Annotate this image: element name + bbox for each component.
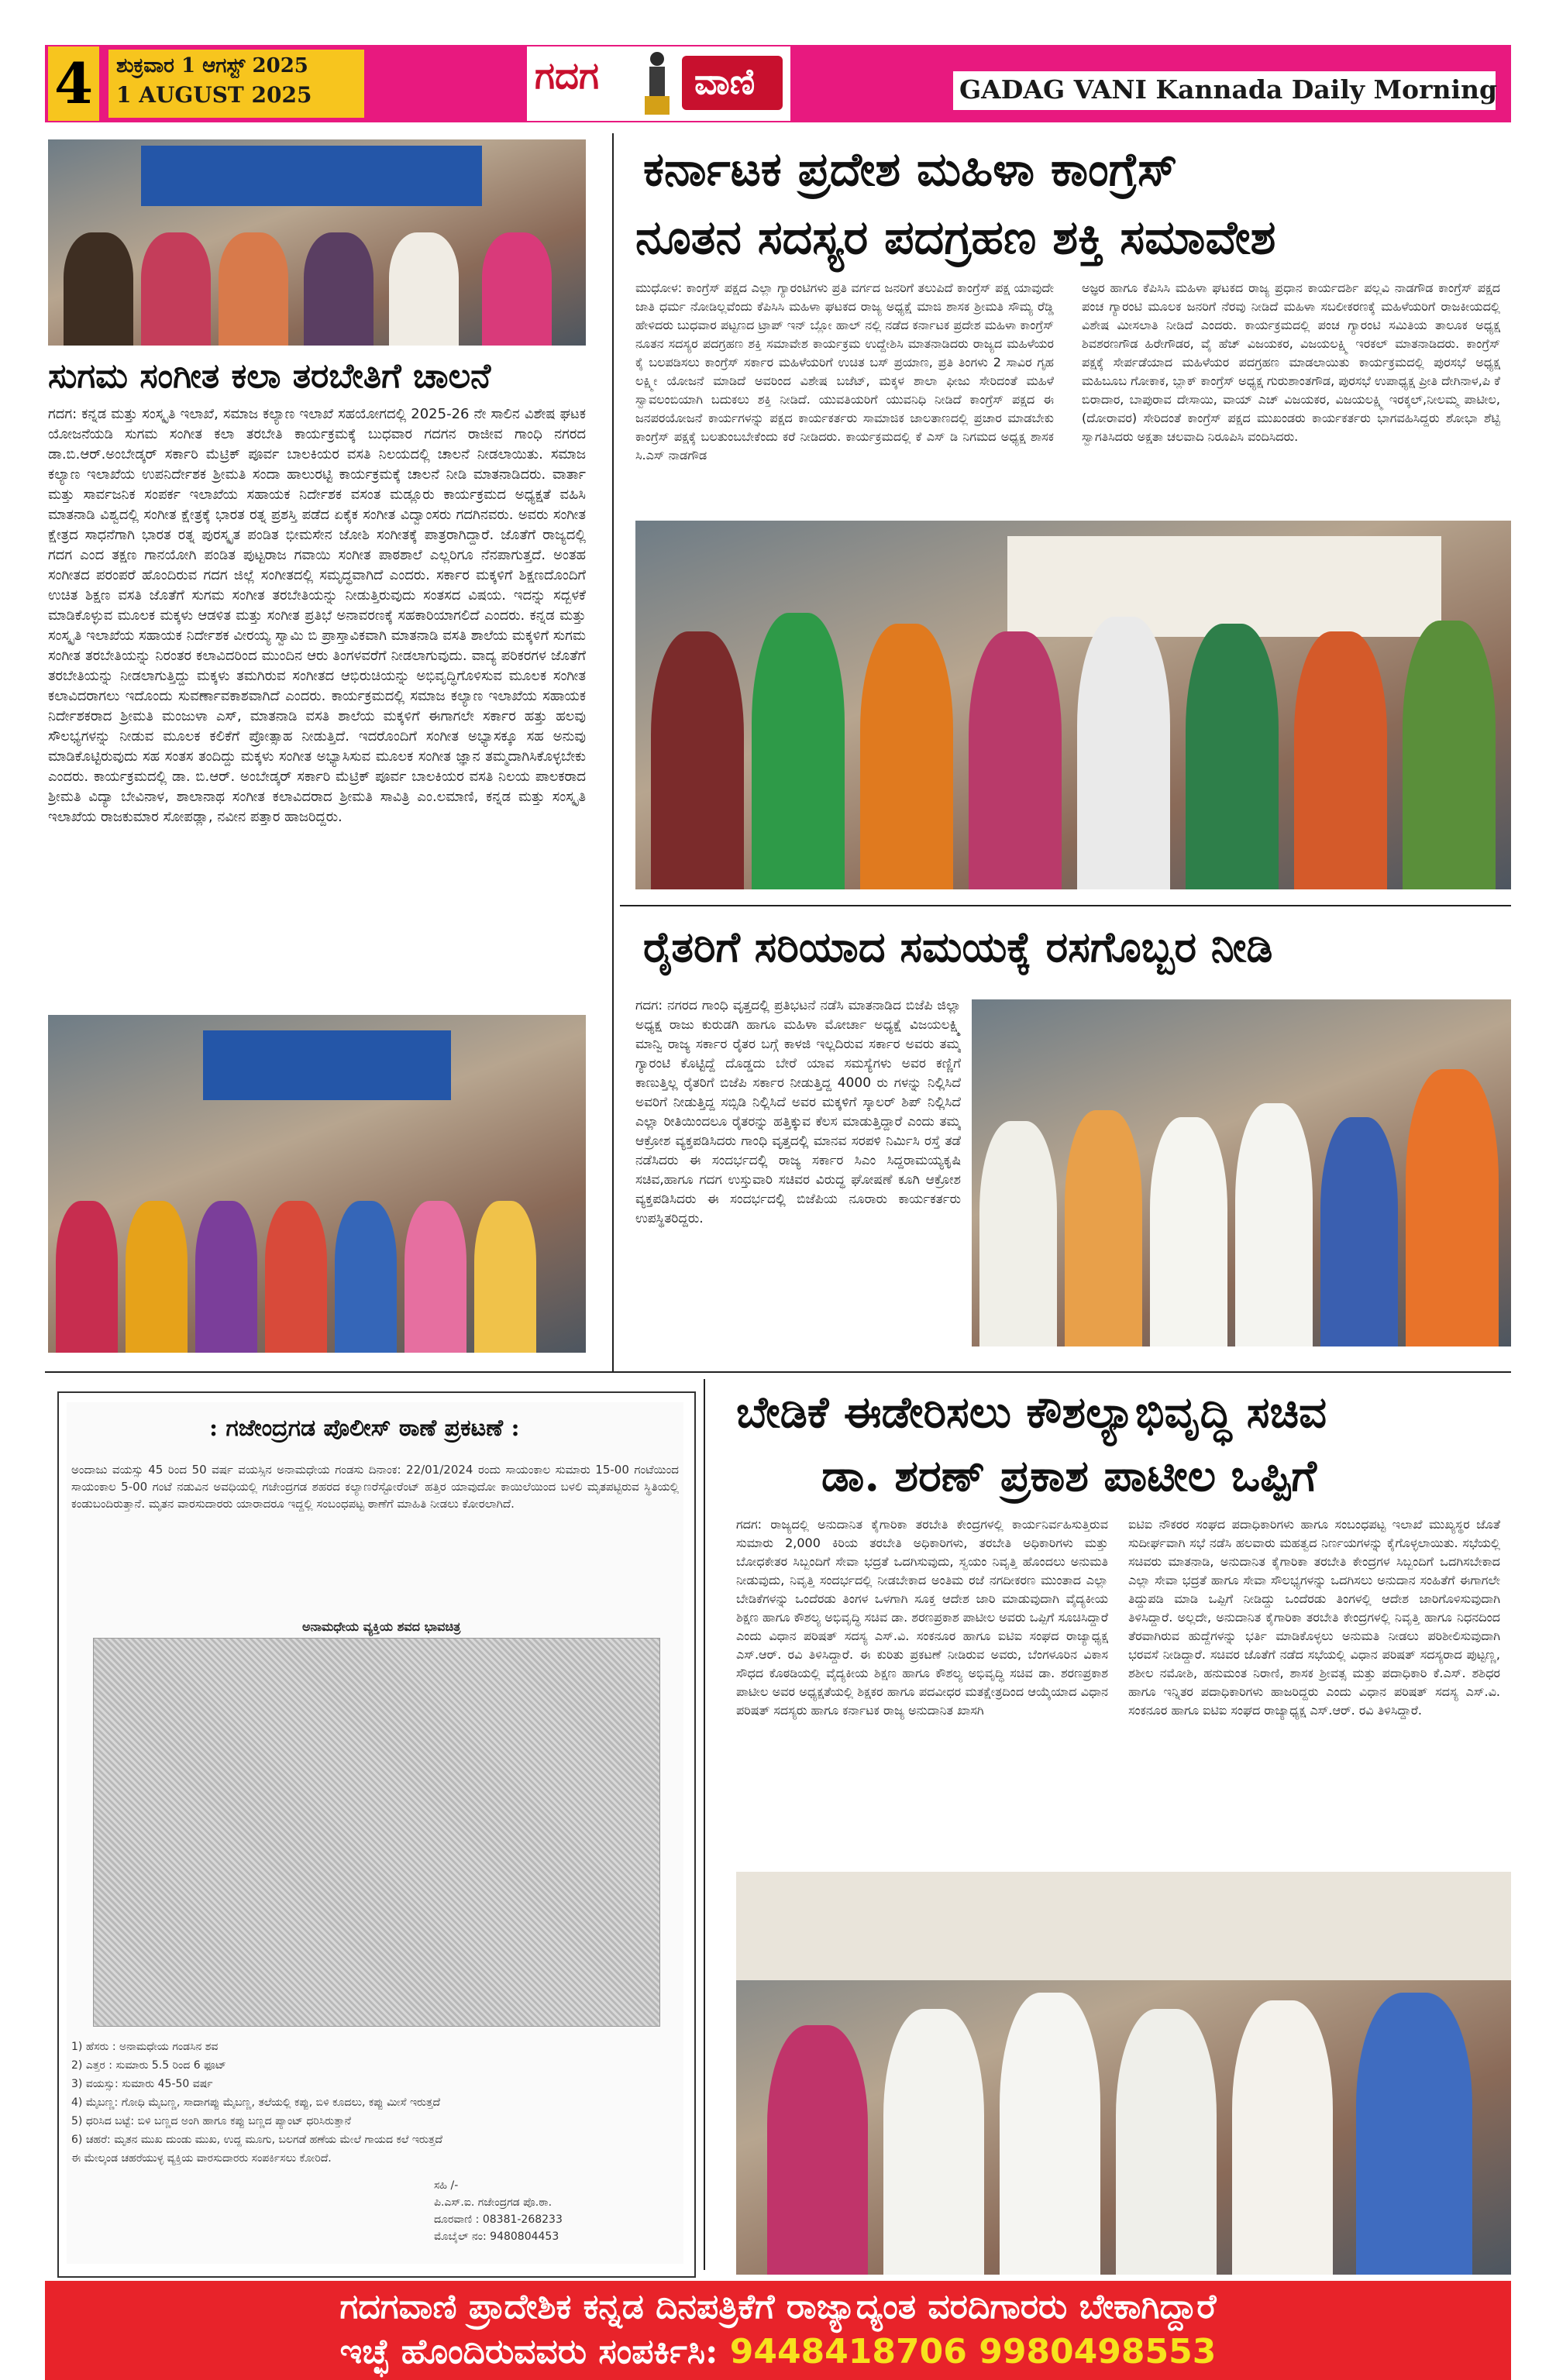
article-music-training: ಗದಗ: ಕನ್ನಡ ಮತ್ತು ಸಂಸ್ಕೃತಿ ಇಲಾಖೆ, ಸಮಾಜ ಕಲ್ಯಾಣ ಇಲಾಖೆ ಸಹಯೋಗದಲ್ಲಿ 2025-26 ನೇ ಸಾಲಿನ ವಿಶೇಷ ಘಟಕ ಯೋಜನೆಯಡಿ ಸುಗಮ ಸಂಗೀತ ಕಲಾ ತರಬೇತಿ ಕಾರ್ಯಕ್ರಮಕ್ಕೆ ಬುಧವಾರ ಗದಗನ ರಾಜೀವ ಗಾಂಧಿ ನಗರದ ಡಾ.ಬಿ.ಆರ್.ಅಂಬೇಡ್ಕರ್ ಸರ್ಕಾರಿ ಮೆಟ್ರಿಕ್ ಪೂರ್ವ ಬಾಲಕಿಯರ ವಸತಿ ನಿಲಯದಲ್ಲಿ ಚಾಲನೆ ನೀಡಲಾಯಿತು. ಸಮಾಜ ಕಲ್ಯಾಣ ಇಲಾಖೆಯ ಉಪನಿರ್ದೇಶಕ ಶ್ರೀಮತಿ ಸಂದಾ ಹಾಲುರಟ್ಟಿ ಕಾರ್ಯಕ್ರಮಕ್ಕೆ ಚಾಲನೆ ನೀಡಿ ಮಾತನಾಡಿದರು. ವಾರ್ತಾ ಮತ್ತು ಸಾರ್ವಜನಿಕ ಸಂಪರ್ಕ ಇಲಾಖೆಯ ಸಹಾಯಕ ನಿರ್ದೇಶಕ ವಸಂತ ಮಡ್ಲೂರು ಕಾರ್ಯಕ್ರಮದ ಅಧ್ಯಕ್ಷತೆ ವಹಿಸಿ ಮಾತನಾಡಿ ವಿಶ್ವದಲ್ಲಿ ಸಂಗೀತ ಕ್ಷೇತ್ರಕ್ಕೆ ಭಾರತ ರತ್ನ ಪ್ರಶಸ್ತಿ ಪಡೆದ ಏಕೈಕ ಸಂಗೀತ ವಿದ್ವಾಂಸರು ಗದಗಿನವರು. ಅವರು ಸಂಗೀತ ಕ್ಷೇತ್ರದ ಸಾಧನೆಗಾಗಿ ಭಾರತ ರತ್ನ ಪುರಸ್ಕೃತ ಪಂಡಿತ ಭೀಮಸೇನ ಜೋಶಿ ಸಂಗೀತಕ್ಕೆ ಪಾತ್ರರಾಗಿದ್ದಾರೆ. ಜೊತೆಗೆ ರಾಜ್ಯದಲ್ಲಿ ಗದಗ ಎಂದ ತಕ್ಷಣ ಗಾನಯೋಗಿ ಪಂಡಿತ ಪುಟ್ಟರಾಜ ಗವಾಯಿ ಸಂಗೀತ ಪಾಠಶಾಲೆ ಎಲ್ಲರಿಗೂ ನೆನಪಾಗುತ್ತದೆ. ಅಂತಹ ಸಂಗೀತದ ಪರಂಪರೆ ಹೊಂದಿರುವ ಗದಗ ಜಿಲ್ಲೆ ಸಂಗೀತದಲ್ಲಿ ಸಮೃದ್ಧವಾಗಿದೆ ಎಂದರು. ಸರ್ಕಾರ ಮಕ್ಕಳಿಗೆ ಶಿಕ್ಷಣದೊಂದಿಗೆ ಉಚಿತ ಶಿಕ್ಷಣ ವಸತಿ ಜೊತೆಗೆ ಸುಗಮ ಸಂಗೀತ ತರಬೇತಿಯನ್ನು ನೀಡುತ್ತಿರುವುದು ಸಂತಸದ ವಿಷಯ. ಇದನ್ನು ಸದ್ಬಳಕೆ ಮಾಡಿಕೊಳ್ಳುವ ಮೂಲಕ ಮಕ್ಕಳು ಆಡಳಿತ ಮತ್ತು ಸಂಗೀತ ಪ್ರತಿಭೆ ಅನಾವರಣಕ್ಕೆ ಸಹಕಾರಿಯಾಗಲಿದೆ ಎಂದರು. ಕನ್ನಡ ಮತ್ತು ಸಂಸ್ಕೃತಿ ಇಲಾಖೆಯ ಸಹಾಯಕ ನಿರ್ದೇಶಕ ವೀರಯ್ಯ ಸ್ವಾಮಿ ಬಿ ಪ್ರಾಸ್ತಾವಿಕವಾಗಿ ಮಾತನಾಡಿ ವಸತಿ ಶಾಲೆಯ ಮಕ್ಕಳಿಗೆ ಸುಗಮ ಸಂಗೀತ ತರಬೇತಿಯನ್ನು ನಿರಂತರ ಕಲಾವಿದರಿಂದ ಮುಂದಿನ ಆರು ತಿಂಗಳವರೆಗೆ ನೀಡಲಾಗುವುದು. ವಾದ್ಯ ಪರಿಕರಗಳ ಜೊತೆಗೆ ತರಬೇತಿಯನ್ನು ನೀಡಲಾಗುತ್ತಿದ್ದು ಮಕ್ಕಳು ತಮಗಿರುವ ಸಂಗೀತದ ಆಭಿರುಚಿಯನ್ನು ಅಭಿವೃದ್ಧಿಗೊಳಿಸುವ ಮೂಲಕ ಸಂಗೀತ ಕಲಾವಿದರಾಗಲು ಇದೊಂದು ಸುವರ್ಣಾವಕಾಶವಾಗಿದೆ ಎಂದರು. ಕಾರ್ಯಕ್ರಮದಲ್ಲಿ ಸಮಾಜ ಕಲ್ಯಾಣ ಇಲಾಖೆಯ ಸಹಾಯಕ ನಿರ್ದೇಶಕರಾದ ಶ್ರೀಮತಿ ಮಂಜುಳಾ ಎಸ್, ಮಾತನಾಡಿ ವಸತಿ ಶಾಲೆಯ ಮಕ್ಕಳಿಗೆ ಈಗಾಗಲೇ ಸರ್ಕಾರ ಹತ್ತು ಹಲವು ಸೌಲಭ್ಯಗಳನ್ನು ನೀಡುವ ಮೂಲಕ ಕಲಿಕೆಗೆ ಪ್ರೋತ್ಸಾಹ ನೀಡುತ್ತಿದೆ. ಇದರೊಂದಿಗೆ ಸಂಗೀತ ಅಭ್ಯಾಸಕ್ಕೂ ಸಹ ಅನುವು ಮಾಡಿಕೊಟ್ಟಿರುವುದು ಸಹ ಸಂತಸ ತಂದಿದ್ದು ಮಕ್ಕಳು ಸಂಗೀತ ಅಭ್ಯಾಸಿಸುವ ಮೂಲಕ ಸಂಗೀತ ಜ್ಞಾನ ತಮ್ಮದಾಗಿಸಿಕೊಳ್ಳಬೇಕು ಎಂದರು. ಕಾರ್ಯಕ್ರಮದಲ್ಲಿ ಡಾ. ಬಿ.ಆರ್. ಅಂಬೇಡ್ಕರ್ ಸರ್ಕಾರಿ ಮೆಟ್ರಿಕ್ ಪೂರ್ವ ಬಾಲಕಿಯರ ವಸತಿ ನಿಲಯ ಪಾಲಕರಾದ ಶ್ರೀಮತಿ ವಿದ್ಯಾ ಬೇವಿನಾಳ, ಶಾಲಾನಾಥ ಸಂಗೀತ ಕಲಾವಿದರಾದ ಶ್ರೀಮತಿ ಸಾವಿತ್ರಿ ಎಂ.ಲಮಾಣಿ, ಕನ್ನಡ ಮತ್ತು ಸಂಸ್ಕೃತಿ ಇಲಾಖೆಯ ರಾಜಕುಮಾರ ಸೋಪಡ್ಲಾ, ನವೀನ ಪತ್ತಾರ ಹಾಜರಿದ್ದರು.: [48, 406, 586, 825]
photo-students: [48, 1015, 586, 1353]
photo-music-event: [48, 139, 586, 346]
date-english: 1 AUGUST 2025: [116, 82, 312, 108]
page-number: 4: [48, 46, 99, 121]
footer-line1: ಗದಗವಾಣಿ ಪ್ರಾದೇಶಿಕ ಕನ್ನಡ ದಿನಪತ್ರಿಕೆಗೆ ರಾಜ್ಯಾದ್ಯಂತ ವರದಿಗಾರರು ಬೇಕಾಗಿದ್ದಾರೆ: [339, 2287, 1217, 2327]
photo-protest: [972, 999, 1511, 1346]
notice-title: : ಗಜೇಂದ್ರಗಡ ಪೊಲೀಸ್ ಠಾಣೆ ಪ್ರಕಟಣೆ :: [209, 1415, 520, 1442]
notice-photo-caption: ಅನಾಮಧೇಯ ವ್ಯಕ್ತಿಯ ಶವದ ಭಾವಚಿತ್ರ: [302, 1619, 461, 1634]
notice-detail-item: 4) ಮೈಬಣ್ಣ: ಗೋಧಿ ಮೈಬಣ್ಣ, ಸಾದಾಗಪ್ಪು ಮೈಬಣ್ಣ, ತಲೆಯಲ್ಲಿ ಕಪ್ಪು, ಬಿಳಿ ಕೂದಲು, ಕಪ್ಪು ಮೀಸೆ ಇರುತ್ತದೆ: [71, 2096, 441, 2109]
footer-line2: [45, 2332, 1511, 2371]
notice-body: ಅಂದಾಜು ವಯಸ್ಸು 45 ರಿಂದ 50 ವರ್ಷ ವಯಸ್ಸಿನ ಅನಾಮಧೇಯ ಗಂಡಸು ದಿನಾಂಕ: 22/01/2024 ರಂದು ಸಾಯಂಕಾಲ ಸುಮಾರು 15-00 ಗಂಟೆಯಿಂದ ಸಾಯಂಕಾಲ 5-00 ಗಂಟೆ ನಡುವಿನ ಅವಧಿಯಲ್ಲಿ ಗಜೇಂದ್ರಗಡ ಶಹರದ ಕಲ್ಯಾಣರೆಸ್ಟೋರೆಂಟ್ ಹತ್ತಿರ ಯಾವುದೋ ಕಾಯಿಲೆಯಿಂದ ಬಳಲಿ ಮೃತಪಟ್ಟಿರುವ ಸ್ಥಿತಿಯಲ್ಲಿ ಕಂಡುಬಂದಿರುತ್ತಾನೆ. ಮೃತನ ವಾರಸುದಾರರು ಯಾರಾದರೂ ಇದ್ದಲ್ಲಿ ಸಂಬಂಧಪಟ್ಟ ಠಾಣೆಗೆ ಮಾಹಿತಿ ನೀಡಲು ಕೋರಲಾಗಿದೆ.: [71, 1463, 679, 1511]
notice-detail-item: 6) ಚಹರೆ: ಮೃತನ ಮುಖ ದುಂಡು ಮುಖ, ಉದ್ದ ಮೂಗು, ಬಲಗಡೆ ಹಣೆಯ ಮೇಲೆ ಗಾಯದ ಕಲೆ ಇರುತ್ತದೆ: [71, 2134, 442, 2146]
notice-photo: [93, 1638, 660, 2027]
section-divider: [620, 905, 1511, 906]
article-minister-col2: ಐಟಿಐ ನೌಕರರ ಸಂಘದ ಪದಾಧಿಕಾರಿಗಳು ಹಾಗೂ ಸಂಬಂಧಪಟ್ಟ ಇಲಾಖೆ ಮುಖ್ಯಸ್ಥರ ಜೊತೆ ಸುದೀರ್ಘವಾಗಿ ಸಭೆ ನಡೆಸಿ ಹಲವಾರು ಮಹತ್ವದ ನಿರ್ಣಯಗಳನ್ನು ಕೈಗೊಳ್ಳಲಾಯಿತು. ಸಭೆಯಲ್ಲಿ ಸಚಿವರು ಮಾತನಾಡಿ, ಅನುದಾನಿತ ಕೈಗಾರಿಕಾ ತರಬೇತಿ ಕೇಂದ್ರಗಳ ಸಿಬ್ಬಂದಿಗೆ ಒದಗಿಸಬೇಕಾದ ಎಲ್ಲಾ ಸೇವಾ ಭದ್ರತೆ ಹಾಗೂ ಸೇವಾ ಸೌಲಭ್ಯಗಳನ್ನು ಒದಗಿಸಲು ಅನುದಾನ ಸಂಹಿತೆಗೆ ಈಗಾಗಲೇ ತಿದ್ದುಪಡಿ ಮಾಡಿ ಒಪ್ಪಿಗೆ ನೀಡಿದ್ದು ಒಂದೆರಡು ತಿಂಗಳಲ್ಲಿ ಆದೇಶ ಜಾರಿಗೊಳಿಸುವುದಾಗಿ ತಿಳಿಸಿದ್ದಾರೆ. ಅಲ್ಲದೇ, ಅನುದಾನಿತ ಕೈಗಾರಿಕಾ ತರಬೇತಿ ಕೇಂದ್ರಗಳಲ್ಲಿ ನಿವೃತ್ತಿ ಹಾಗೂ ನಿಧನದಿಂದ ತೆರವಾಗಿರುವ ಹುದ್ದೆಗಳನ್ನು ಭರ್ತಿ ಮಾಡಿಕೊಳ್ಳಲು ಅನುಮತಿ ನೀಡಲು ಪರಿಶೀಲಿಸುವುದಾಗಿ ಭರವಸೆ ನೀಡಿದ್ದಾರೆ. ಸಚಿವರ ಜೊತೆಗೆ ನಡೆದ ಸಭೆಯಲ್ಲಿ ವಿಧಾನ ಪರಿಷತ್ ಸದಸ್ಯರಾದ ಪುಟ್ಟಣ್ಣ, ಶಶೀಲ ನಮೋಶಿ, ಹನುಮಂತ ನಿರಾಣಿ, ಶಾಸಕ ಶ್ರೀವತ್ಸ ಮತ್ತು ಪದಾಧಿಕಾರಿ ಕೆ.ಎಸ್. ಶಶಿಧರ ಹಾಗೂ ಇನ್ನಿತರ ಪದಾಧಿಕಾರಿಗಳು ಹಾಜರಿದ್ದರು ಎಂದು ವಿಧಾನ ಪರಿಷತ್ ಸದಸ್ಯ ಎಸ್.ವಿ. ಸಂಕನೂರ ಹಾಗೂ ಐಟಿಐ ಸಂಘದ ರಾಜ್ಯಾಧ್ಯಕ್ಷ ಎಸ್.ಆರ್. ರವಿ ತಿಳಿಸಿದ್ದಾರೆ.: [1128, 1517, 1500, 1718]
notice-detail-item: 1) ಹೆಸರು : ಅನಾಮಧೇಯ ಗಂಡಸಿನ ಶವ: [71, 2041, 219, 2053]
photo-minister-meeting: [736, 1872, 1511, 2275]
statue-icon: [639, 48, 676, 118]
section-divider: [45, 1371, 1511, 1373]
masthead-text: GADAG VANI Kannada Daily Morning: [959, 74, 1498, 105]
notice-signature: ಸಹಿ /- ಪಿ.ಎಸ್.ಐ. ಗಜೇಂದ್ರಗಡ ಪೊ.ಠಾ. ದೂರವಾಣಿ : 08381-268233 ಮೊಬೈಲ್ ನಂ: 9480804453: [434, 2179, 563, 2243]
footer-phone-1: 9448418706: [729, 2332, 967, 2371]
headline-congress-line1: ಕರ್ನಾಟಕ ಪ್ರದೇಶ ಮಹಿಳಾ ಕಾಂಗ್ರೆಸ್: [643, 143, 1178, 197]
headline-music-training: ಸುಗಮ ಸಂಗೀತ ಕಲಾ ತರಬೇತಿಗೆ ಚಾಲನೆ: [48, 356, 491, 396]
column-divider: [704, 1379, 705, 2270]
headline-minister-line1: ಬೇಡಿಕೆ ಈಡೇರಿಸಲು ಕೌಶಲ್ಯಾಭಿವೃದ್ಧಿ ಸಚಿವ: [736, 1387, 1327, 1438]
headline-congress-line2: ನೂತನ ಸದಸ್ಯರ ಪದಗ್ರಹಣ ಶಕ್ತಿ ಸಮಾವೇಶ: [635, 211, 1276, 265]
notice-details: [71, 2038, 679, 2168]
column-divider: [612, 133, 614, 1373]
footer-contact-label: ಇಚ್ಛೆ ಹೊಂದಿರುವವರು ಸಂಪರ್ಕಿಸಿ:: [339, 2332, 718, 2371]
article-minister-col1: ಗದಗ: ರಾಜ್ಯದಲ್ಲಿ ಅನುದಾನಿತ ಕೈಗಾರಿಕಾ ತರಬೇತಿ ಕೇಂದ್ರಗಳಲ್ಲಿ ಕಾರ್ಯನಿರ್ವಹಿಸುತ್ತಿರುವ ಸುಮಾರು 2,000 ಕಿರಿಯ ತರಬೇತಿ ಅಧಿಕಾರಿಗಳು, ತರಬೇತಿ ಅಧಿಕಾರಿಗಳು ಮತ್ತು ಬೋಧಕೇತರ ಸಿಬ್ಬಂದಿಗೆ ಸೇವಾ ಭದ್ರತೆ ಒದಗಿಸುವುದು, ಸ್ವಯಂ ನಿವೃತ್ತಿ ಹೊಂದಲು ಅನುಮತಿ ನೀಡುವುದು, ನಿವೃತ್ತಿ ಸಂದರ್ಭದಲ್ಲಿ ನೀಡಬೇಕಾದ ಅಂತಿಮ ರಜೆ ನಗದೀಕರಣ ಮುಂತಾದ ಎಲ್ಲಾ ಬೇಡಿಕೆಗಳನ್ನು ಒಂದೆರಡು ತಿಂಗಳ ಒಳಗಾಗಿ ಸೂಕ್ತ ಆದೇಶ ಜಾರಿ ಮಾಡುವುದಾಗಿ ವೈದ್ಯಕೀಯ ಶಿಕ್ಷಣ ಹಾಗೂ ಕೌಶಲ್ಯ ಅಭಿವೃದ್ಧಿ ಸಚಿವ ಡಾ. ಶರಣಪ್ರಕಾಶ ಪಾಟೀಲ ಅವರು ಒಪ್ಪಿಗೆ ಸೂಚಿಸಿದ್ದಾರೆ ಎಂದು ವಿಧಾನ ಪರಿಷತ್ ಸದಸ್ಯ ಎಸ್.ವಿ. ಸಂಕನೂರ ಹಾಗೂ ಐಟಿಐ ಸಂಘದ ರಾಜ್ಯಾಧ್ಯಕ್ಷ ಎಸ್.ಆರ್. ರವಿ ತಿಳಿಸಿದ್ದಾರೆ. ಈ ಕುರಿತು ಪ್ರಕಟಣೆ ನೀಡಿರುವ ಅವರು, ಬೆಂಗಳೂರಿನ ವಿಕಾಸ ಸೌಧದ ಕೊಠಡಿಯಲ್ಲಿ ವೈದ್ಯಕೀಯ ಶಿಕ್ಷಣ ಹಾಗೂ ಕೌಶಲ್ಯ ಅಭಿವೃದ್ಧಿ ಸಚಿವ ಡಾ. ಶರಣಪ್ರಕಾಶ ಪಾಟೀಲ ಅವರ ಅಧ್ಯಕ್ಷತೆಯಲ್ಲಿ ಶಿಕ್ಷಕರ ಹಾಗೂ ಪದವೀಧರ ಮತಕ್ಷೇತ್ರದಿಂದ ಆಯ್ಕೆಯಾದ ವಿಧಾನ ಪರಿಷತ್ ಸದಸ್ಯರು ಹಾಗೂ ಕರ್ನಾಟಕ ರಾಜ್ಯ ಅನುದಾನಿತ ಖಾಸಗಿ: [736, 1517, 1108, 1718]
article-fertilizer: ಗದಗ: ನಗರದ ಗಾಂಧಿ ವೃತ್ತದಲ್ಲಿ ಪ್ರತಿಭಟನೆ ನಡೆಸಿ ಮಾತನಾಡಿದ ಬಿಜೆಪಿ ಜಿಲ್ಲಾ ಅಧ್ಯಕ್ಷ ರಾಜು ಕುರುಡಗಿ ಹಾಗೂ ಮಹಿಳಾ ಮೋರ್ಚಾ ಅಧ್ಯಕ್ಷೆ ವಿಜಯಲಕ್ಷ್ಮಿ ಮಾನ್ವಿ ರಾಜ್ಯ ಸರ್ಕಾರ ರೈತರ ಬಗ್ಗೆ ಕಾಳಜಿ ಇಲ್ಲದಿರುವ ಸರ್ಕಾರ ಅವರು ತಮ್ಮ ಗ್ಯಾರಂಟಿ ಕೊಟ್ಟಿದ್ದೆ ದೊಡ್ಡದು ಬೇರೆ ಯಾವ ಸಮಸ್ಯೆಗಳು ಅವರ ಕಣ್ಣಿಗೆ ಕಾಣುತ್ತಿಲ್ಲ ರೈತರಿಗೆ ಬಿಜೆಪಿ ಸರ್ಕಾರ ನೀಡುತ್ತಿದ್ದ 4000 ರು ಗಳನ್ನು ನಿಲ್ಲಿಸಿದೆ ಅವರಿಗೆ ನೀಡುತ್ತಿದ್ದ ಸಬ್ಸಿಡಿ ನಿಲ್ಲಿಸಿದೆ ಅವರ ಮಕ್ಕಳಿಗೆ ಸ್ಕಾಲರ್ ಶಿಪ್ ನಿಲ್ಲಿಸಿದೆ ಎಲ್ಲಾ ರೀತಿಯಿಂದಲೂ ರೈತರನ್ನು ಹತ್ತಿಕ್ಕುವ ಕೆಲಸ ಮಾಡುತ್ತಿದ್ದಾರೆ ಎಂದು ತಮ್ಮ ಆಕ್ರೋಶ ವ್ಯಕ್ತಪಡಿಸಿದರು ಗಾಂಧಿ ವೃತ್ತದಲ್ಲಿ ಮಾನವ ಸರಪಳಿ ನಿರ್ಮಿಸಿ ರಸ್ತೆ ತಡೆ ನಡೆಸಿದರು ಈ ಸಂದರ್ಭದಲ್ಲಿ ರಾಜ್ಯ ಸರ್ಕಾರ ಸಿಎಂ ಸಿದ್ದರಾಮಯ್ಯಕೃಷಿ ಸಚಿವ,ಹಾಗೂ ಗದಗ ಉಸ್ತುವಾರಿ ಸಚಿವರ ವಿರುದ್ಧ ಘೋಷಣೆ ಕೂಗಿ ಆಕ್ರೋಶ ವ್ಯಕ್ತಪಡಿಸಿದರು ಈ ಸಂದರ್ಭದಲ್ಲಿ ಬಿಜೆಪಿಯ ನೂರಾರು ಕಾರ್ಯಕರ್ತರು ಉಪಸ್ಥಿತರಿದ್ದರು.: [635, 998, 961, 1226]
logo-text-left: ಗದಗ: [535, 54, 599, 98]
notice-detail-item: 2) ಎತ್ತರ : ಸುಮಾರು 5.5 ರಿಂದ 6 ಫೂಟ್: [71, 2059, 226, 2072]
headline-fertilizer: ರೈತರಿಗೆ ಸರಿಯಾದ ಸಮಯಕ್ಕೆ ರಸಗೊಬ್ಬರ ನೀಡಿ: [643, 922, 1273, 972]
notice-detail-item: 3) ವಯಸ್ಸು: ಸುಮಾರು 45-50 ವರ್ಷ: [71, 2078, 213, 2090]
headline-minister-line2: ಡಾ. ಶರಣ್ ಪ್ರಕಾಶ ಪಾಟೀಲ ಒಪ್ಪಿಗೆ: [821, 1450, 1317, 1501]
date-kannada: ಶುಕ್ರವಾರ 1 ಆಗಸ್ಟ್ 2025: [116, 54, 308, 77]
notice-detail-item: ಈ ಮೇಲ್ಕಂಡ ಚಹರೆಯುಳ್ಳ ವ್ಯಕ್ತಿಯ ವಾರಸುದಾರರು ಸಂಪರ್ಕಿಸಲು ಕೋರಿದೆ.: [71, 2152, 332, 2165]
footer-phone-2: 9980498553: [979, 2332, 1217, 2371]
article-congress-col1: ಮುಧೋಳ: ಕಾಂಗ್ರೆಸ್ ಪಕ್ಷದ ಎಲ್ಲಾ ಗ್ಯಾರಂಟಿಗಳು ಪ್ರತಿ ವರ್ಗದ ಜನರಿಗೆ ತಲುಪಿದೆ ಕಾಂಗ್ರೆಸ್ ಪಕ್ಷ ಯಾವುದೇ ಜಾತಿ ಧರ್ಮ ನೋಡಿಲ್ಲವೆಂದು ಕೆಪಿಸಿಸಿ ಮಹಿಳಾ ಘಟಕದ ರಾಜ್ಯ ಅಧ್ಯಕ್ಷೆ ಮಾಜಿ ಶಾಸಕ ಶ್ರೀಮತಿ ಸೌಮ್ಯ ರೆಡ್ಡಿ ಹೇಳಿದರು ಬುಧವಾರ ಪಟ್ಟಣದ ಟ್ರಾಪ್ ಇನ್ ಬ್ಲೋ ಹಾಲ್ ನಲ್ಲಿ ನಡೆದ ಕರ್ನಾಟಕ ಪ್ರದೇಶ ಮಹಿಳಾ ಕಾಂಗ್ರೆಸ್ ನೂತನ ಸದಸ್ಯರ ಪದಗ್ರಹಣ ಶಕ್ತಿ ಸಮಾವೇಶ ಕಾರ್ಯಕ್ರಮ ಉದ್ದೇಶಿಸಿ ಮಾತನಾಡಿದರು ರಾಜ್ಯದ ಮಹಿಳೆಯರ ಕೈ ಬಲಪಡಿಸಲು ಕಾಂಗ್ರೆಸ್ ಸರ್ಕಾರ ಮಹಿಳೆಯರಿಗೆ ಉಚಿತ ಬಸ್ ಪ್ರಯಾಣ, ಪ್ರತಿ ತಿಂಗಳು 2 ಸಾವಿರ ಗೃಹ ಲಕ್ಷ್ಮೀ ಯೋಜನೆ ಮಾಡಿದೆ ಅವರಿಂದ ವಿಶೇಷ ಬಜೆಟ್, ಮಕ್ಕಳ ಶಾಲಾ ಫೀಜು ಸೇರಿದಂತೆ ಮಹಿಳೆ ಸ್ವಾವಲಂಬಿಯಾಗಿ ಬದುಕಲು ಶಕ್ತಿ ನೀಡಿದೆ. ಯುವತಿಯರಿಗೆ ಯುವನಿಧಿ ನೀಡಿದೆ ಕಾಂಗ್ರೆಸ್ ಪಕ್ಷದ ಈ ಜನಪರಯೋಜನೆ ಕಾರ್ಯಗಳನ್ನು ಪಕ್ಷದ ಕಾರ್ಯಕರ್ತರು ಸಾಮಾಜಿಕ ಜಾಲತಾಣದಲ್ಲಿ ಪ್ರಚಾರ ಮಾಡಬೇಕು ಕಾಂಗ್ರೆಸ್ ಪಕ್ಷಕ್ಕೆ ಬಲತುಂಬಬೇಕೆಂದು ಕರೆ ನೀಡಿದರು. ಕಾರ್ಯಕ್ರಮದಲ್ಲಿ ಕೆ ಎಸ್ ಡಿ ನಿಗಮದ ಅಧ್ಯಕ್ಷ ಶಾಸಕ ಸಿ.ಎಸ್ ನಾಡಗೌಡ: [635, 280, 1054, 463]
logo-text-right: ವಾಣಿ: [694, 60, 756, 102]
article-congress-col2: ಅಜ್ಞರ ಹಾಗೂ ಕೆಪಿಸಿಸಿ ಮಹಿಳಾ ಘಟಕದ ರಾಜ್ಯ ಪ್ರಧಾನ ಕಾರ್ಯದರ್ಶಿ ಪಲ್ಲವಿ ನಾಡಗೌಡ ಕಾಂಗ್ರೆಸ್ ಪಕ್ಷದ ಪಂಚ ಗ್ಯಾರಂಟಿ ಮೂಲಕ ಜನರಿಗೆ ನೆರವು ನೀಡಿದೆ ಮಹಿಳಾ ಸಬಲೀಕರಣಕ್ಕೆ ಮಹಿಳೆಯರಿಗೆ ರಾಜಕೀಯದಲ್ಲಿ ವಿಶೇಷ ಮೀಸಲಾತಿ ನೀಡಿದೆ ಎಂದರು. ಕಾರ್ಯಕ್ರಮದಲ್ಲಿ ಪಂಚ ಗ್ಯಾರಂಟಿ ಸಮಿತಿಯ ತಾಲೂಕ ಅಧ್ಯಕ್ಷ ಶಿವಶರಣಗೌಡ ಹಿರೇಗೌಡರ, ವೈ ಹೆಚ್ ವಿಜಯಕರ, ವಿಜಯಲಕ್ಷ್ಮಿ ಇರಕಲ್ ಮಾತನಾಡಿದರು. ಕಾಂಗ್ರೆಸ್ ಪಕ್ಷಕ್ಕೆ ಸೇರ್ಪಡೆಯಾದ ಮಹಿಳೆಯರ ಪದಗ್ರಹಣ ಮಾಡಲಾಯಿತು ಕಾರ್ಯಕ್ರಮದಲ್ಲಿ ಪುರಸಭೆ ಅಧ್ಯಕ್ಷ ಮಹಿಬೂಬ ಗೋಕಾಕ, ಬ್ಲಾಕ್ ಕಾಂಗ್ರೆಸ್ ಅಧ್ಯಕ್ಷ ಗುರುಶಾಂತಗೌಡ, ಪುರಸಭೆ ಉಪಾಧ್ಯಕ್ಷ ಪ್ರೀತಿ ದೇಗಿನಾಳ,ಪಿ ಕೆ ಬಿರಾದಾರ, ಬಾಪುರಾವ ದೇಸಾಯಿ, ವಾಯ್ ಎಚ್ ವಿಜಯಕರ, ವಿಜಯಲಕ್ಷ್ಮಿ ಇರಕ್ಕಲ್,ನೀಲಮ್ಮ ಪಾಟೀಲ,(ದೋರಾವರ) ಸೇರಿದಂತೆ ಕಾಂಗ್ರೆಸ್ ಪಕ್ಷದ ಮುಖಂಡರು ಕಾರ್ಯಕರ್ತರು ಭಾಗವಹಿಸಿದ್ದರು ಶೋಭಾ ಶೆಟ್ಟಿ ಸ್ವಾಗತಿಸಿದರು ಅಕ್ಷತಾ ಚಲವಾದಿ ನಿರೂಪಿಸಿ ವಂದಿಸಿದರು.: [1082, 280, 1500, 444]
photo-congress-event: [635, 521, 1511, 889]
notice-detail-item: 5) ಧರಿಸಿದ ಬಟ್ಟೆ: ಬಿಳಿ ಬಣ್ಣದ ಅಂಗಿ ಹಾಗೂ ಕಪ್ಪು ಬಣ್ಣದ ಪ್ಯಾಂಟ್ ಧರಿಸಿರುತ್ತಾನೆ: [71, 2115, 351, 2127]
